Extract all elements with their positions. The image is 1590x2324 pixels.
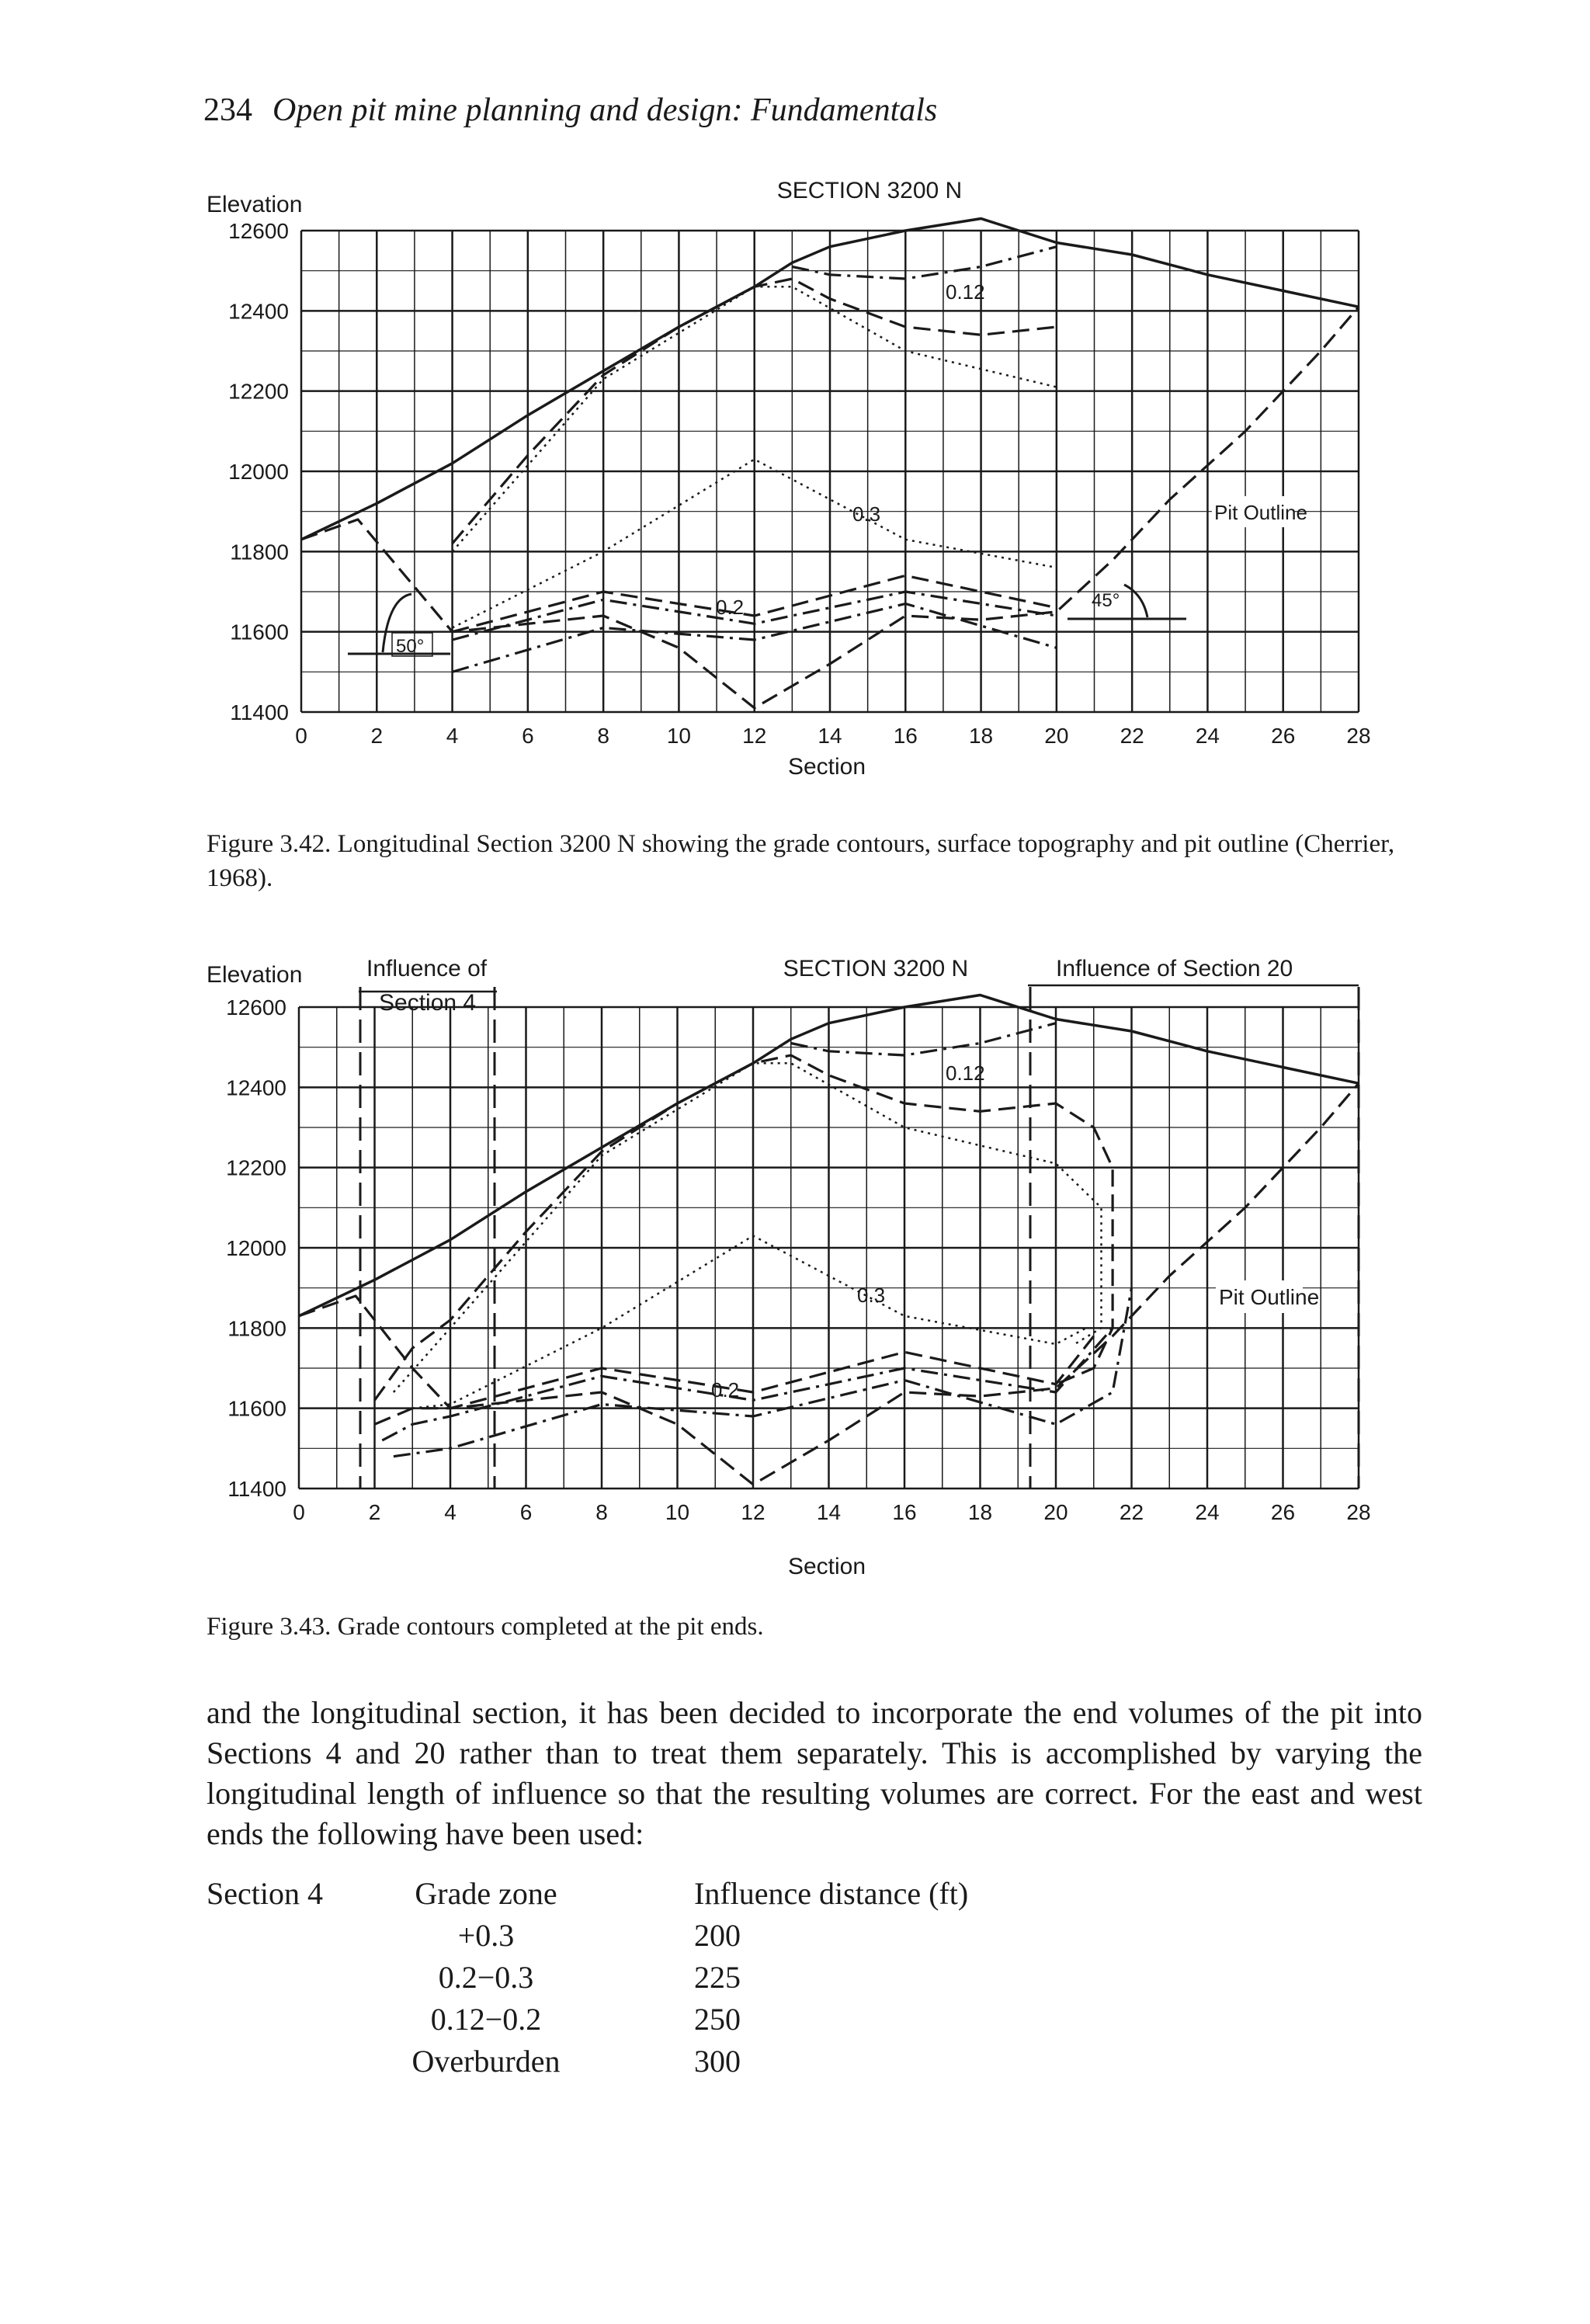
table-cell-distance: 200 [694,1918,741,1953]
y-tick-label: 12000 [228,460,289,484]
table-row [207,2041,1216,2083]
table-row [207,1999,1216,2041]
y-tick-label: 12400 [226,1075,286,1100]
chart1-label-angle-east: 45° [1092,590,1120,611]
chart2-label-03: 0.3 [857,1284,886,1307]
chart1-label-02: 0.2 [716,596,745,619]
x-tick-label: 12 [742,724,767,748]
chart2-title: SECTION 3200 N [783,956,969,981]
table-cell-distance: 300 [694,2044,741,2079]
x-tick-label: 28 [1346,1500,1371,1524]
table-col-distance: Influence distance (ft) [694,1876,969,1911]
x-tick-label: 10 [666,724,692,748]
series-line-3 [375,1055,1113,1400]
x-tick-label: 6 [519,1500,533,1524]
chart1-ylabel: Elevation [207,192,303,217]
y-tick-label: 12200 [226,1155,286,1180]
table-cell-grade: Overburden [411,2044,561,2079]
table-cell-grade: +0.3 [457,1918,515,1953]
page-number: 234 [203,92,252,128]
x-tick-label: 16 [893,724,918,748]
x-tick-label: 0 [293,1500,305,1524]
y-tick-label: 11600 [227,1396,286,1421]
table-cell-distance: 225 [694,1960,741,1995]
figure-3-42 [194,175,1405,780]
chart2-label-012: 0.12 [946,1061,985,1085]
chart2-label-02: 0.2 [711,1378,740,1402]
chart2-ticks [226,995,1370,1524]
y-tick-label: 11600 [230,620,289,644]
chart2-label-pit-outline: Pit Outline [1219,1285,1320,1309]
x-tick-label: 8 [597,724,609,748]
x-tick-label: 16 [892,1500,917,1524]
series-line-2 [792,247,1057,279]
x-tick-label: 18 [967,1500,993,1524]
y-tick-label: 11400 [227,1477,286,1501]
x-tick-label: 10 [665,1500,690,1524]
chart2-annotations [360,987,1359,1489]
chart1-label-012: 0.12 [946,280,985,304]
x-tick-label: 26 [1270,1500,1296,1524]
x-tick-label: 2 [368,1500,381,1524]
figure-3-42-caption: Figure 3.42. Longitudinal Section 3200 N showing the grade contours, surface topography and pit outline (Cherrier, 1968). [207,830,1395,892]
chart-section-3200n-a [194,175,1405,780]
y-tick-label: 12400 [228,299,289,324]
chart1-xlabel: Section [787,754,866,780]
series-line-8 [394,1288,1132,1457]
x-tick-label: 24 [1195,724,1220,748]
x-tick-label: 14 [816,1500,842,1524]
figure-3-43 [194,951,1405,1580]
table-section-label: Section 4 [207,1876,323,1911]
x-tick-label: 18 [968,724,994,748]
running-subtitle: : Fundamentals [731,92,938,128]
running-head [203,92,937,129]
series-line-5 [412,1236,1086,1409]
chart1-annotations [348,280,1307,657]
chart1-label-angle-west: 50° [396,636,425,657]
running-title: Open pit mine planning and design [273,92,732,128]
x-tick-label: 24 [1195,1500,1220,1524]
x-tick-label: 2 [370,724,384,748]
x-tick-label: 22 [1120,724,1144,748]
chart-section-3200n-b [194,951,1405,1580]
x-tick-label: 4 [446,724,459,748]
x-tick-label: 12 [741,1500,765,1524]
table-cell-distance: 250 [694,2002,741,2037]
chart1-ticks [228,219,1370,748]
y-tick-label: 12000 [226,1236,286,1260]
y-tick-label: 11800 [227,1316,286,1341]
table-cell-grade: 0.2−0.3 [438,1960,534,1995]
table-row [207,1957,1216,1999]
chart2-influence-left-1: Influence of [366,956,488,981]
chart1-label-pit-outline: Pit Outline [1214,501,1307,524]
series-line-4 [394,1063,1102,1392]
y-tick-label: 12600 [228,219,289,243]
table-row [207,1915,1216,1957]
y-tick-label: 11800 [230,540,289,564]
x-tick-label: 6 [522,724,534,748]
chart1-grid [301,231,1359,712]
table-col-grade: Grade zone [415,1876,557,1911]
chart2-ylabel: Elevation [207,962,303,988]
table-cell-grade: 0.12−0.2 [430,2002,542,2037]
influence-table [207,1873,1216,2083]
chart1-title: SECTION 3200 N [776,178,963,203]
table-header-row [207,1873,1216,1915]
y-tick-label: 11400 [230,700,289,724]
x-tick-label: 20 [1043,1500,1068,1524]
y-tick-label: 12600 [226,995,286,1020]
x-tick-label: 8 [595,1500,608,1524]
body-paragraph: and the longitudinal section, it has been decided to incorporate the end volumes of the pit into Sections 4 and 20 rather than to treat them separately. This is accomplished by varying the longitudinal length of influence so that the resulting volumes are correct. For the east and west ends the following have been used: [207,1695,1422,1851]
x-tick-label: 28 [1346,724,1371,748]
x-tick-label: 0 [295,724,307,748]
chart2-influence-right: Influence of Section 20 [1056,956,1293,981]
x-tick-label: 14 [818,724,842,748]
x-tick-label: 22 [1119,1500,1144,1524]
chart1-label-03: 0.3 [852,502,881,526]
figure-3-43-caption: Figure 3.43. Grade contours completed at the pit ends. [207,1613,764,1641]
x-tick-label: 4 [444,1500,457,1524]
series-line-2 [791,1023,1056,1055]
chart2-xlabel: Section [787,1554,866,1579]
x-tick-label: 20 [1044,724,1069,748]
x-tick-label: 26 [1271,724,1296,748]
chart1-angle-east-arc [1124,585,1147,617]
chart2-influence-left-2: Section 4 [379,990,477,1016]
y-tick-label: 12200 [228,379,289,404]
